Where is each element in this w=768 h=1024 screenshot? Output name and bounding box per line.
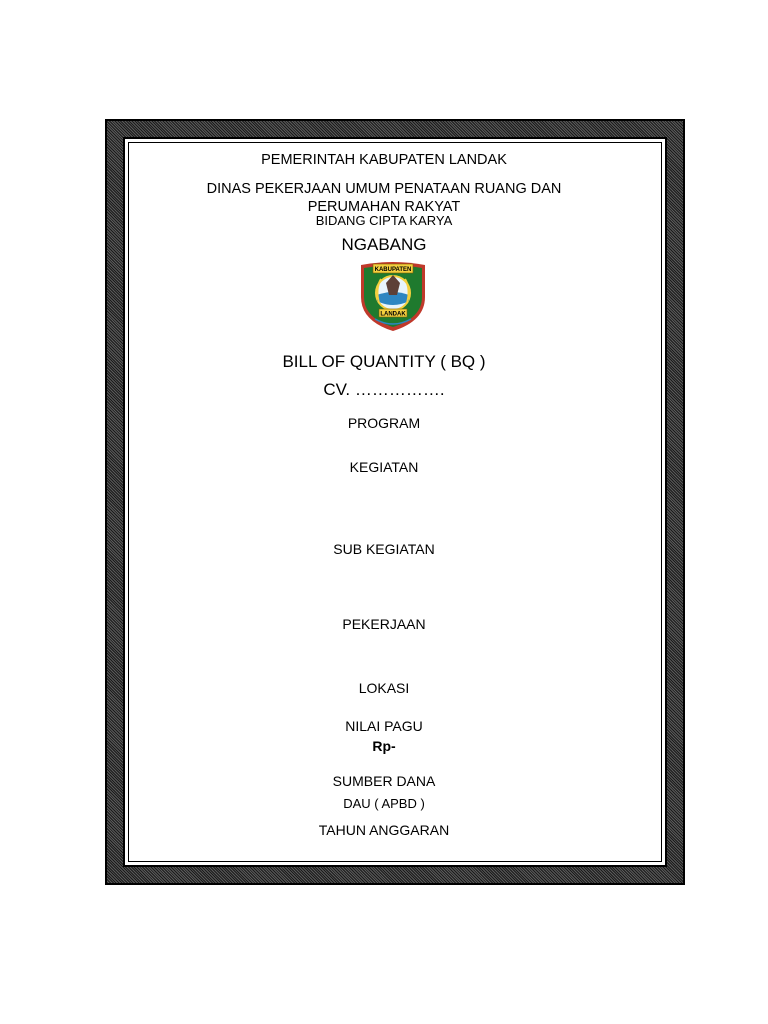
- company-name: CV. …………….: [323, 380, 445, 399]
- field-sumber-dana: SUMBER DANA: [332, 773, 436, 789]
- field-sumber-dana-value: DAU ( APBD ): [343, 796, 425, 811]
- header-government: PEMERINTAH KABUPATEN LANDAK: [261, 152, 507, 168]
- field-tahun-anggaran: TAHUN ANGGARAN: [318, 822, 450, 838]
- field-sub-kegiatan: SUB KEGIATAN: [333, 541, 435, 557]
- emblem-top-text: KABUPATEN: [374, 267, 412, 273]
- field-kegiatan: KEGIATAN: [349, 459, 419, 475]
- field-lokasi: LOKASI: [358, 680, 410, 696]
- header-city: NGABANG: [341, 235, 427, 254]
- kabupaten-landak-emblem-icon: [355, 259, 431, 333]
- header-division: BIDANG CIPTA KARYA: [315, 213, 453, 228]
- emblem-bottom-text: LANDAK: [380, 311, 406, 318]
- cover-border-frame: [105, 119, 685, 885]
- field-pekerjaan: PEKERJAAN: [342, 616, 426, 632]
- header-department: DINAS PEKERJAAN UMUM PENATAAN RUANG DAN: [206, 181, 562, 197]
- field-program: PROGRAM: [347, 415, 421, 431]
- document-title: BILL OF QUANTITY ( BQ ): [282, 352, 486, 371]
- field-nilai-pagu: NILAI PAGU: [345, 718, 423, 734]
- field-nilai-pagu-value: Rp-: [372, 738, 396, 754]
- header-department-cont: PERUMAHAN RAKYAT: [307, 199, 461, 215]
